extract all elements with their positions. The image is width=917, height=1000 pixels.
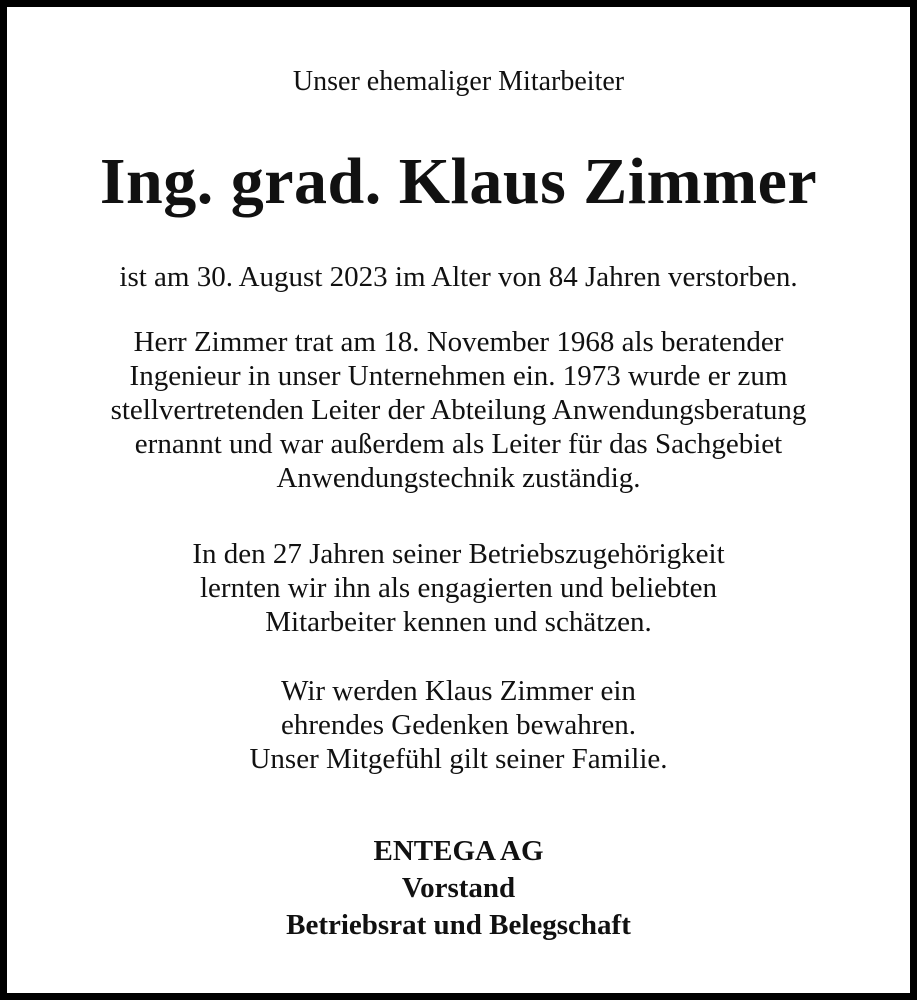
- career-line: Herr Zimmer trat am 18. November 1968 als beratender: [133, 326, 784, 358]
- career-paragraph: [7, 325, 910, 495]
- career-line: stellvertretenden Leiter der Abteilung Anwendungsberatung: [110, 394, 807, 426]
- intro-text: Unser ehemaliger Mitarbeiter: [292, 66, 625, 97]
- career-line: Anwendungstechnik zuständig.: [276, 462, 641, 494]
- career-line: ernannt und war außerdem als Leiter für das Sachgebiet: [134, 428, 783, 460]
- career-line: Ingenieur in unser Unternehmen ein. 1973 wurde er zum: [129, 360, 788, 392]
- death-announcement: ist am 30. August 2023 im Alter von 84 Jahren verstorben.: [119, 261, 798, 293]
- deceased-name: Ing. grad. Klaus Zimmer: [99, 145, 818, 218]
- tribute-line: lernten wir ihn als engagierten und beliebten: [200, 572, 717, 604]
- tribute-line: Mitarbeiter kennen und schätzen.: [265, 606, 652, 638]
- tribute-line: In den 27 Jahren seiner Betriebszugehörigkeit: [192, 538, 725, 570]
- signature-block: [7, 833, 910, 944]
- memory-line: Unser Mitgefühl gilt seiner Familie.: [249, 743, 668, 775]
- memory-line: Wir werden Klaus Zimmer ein: [281, 675, 636, 707]
- company-name: ENTEGA AG: [373, 835, 544, 867]
- board-signature: Vorstand: [401, 872, 516, 904]
- memory-paragraph: [7, 674, 910, 776]
- staff-signature: Betriebsrat und Belegschaft: [286, 909, 631, 941]
- memory-line: ehrendes Gedenken bewahren.: [280, 709, 637, 741]
- tribute-paragraph: [7, 537, 910, 639]
